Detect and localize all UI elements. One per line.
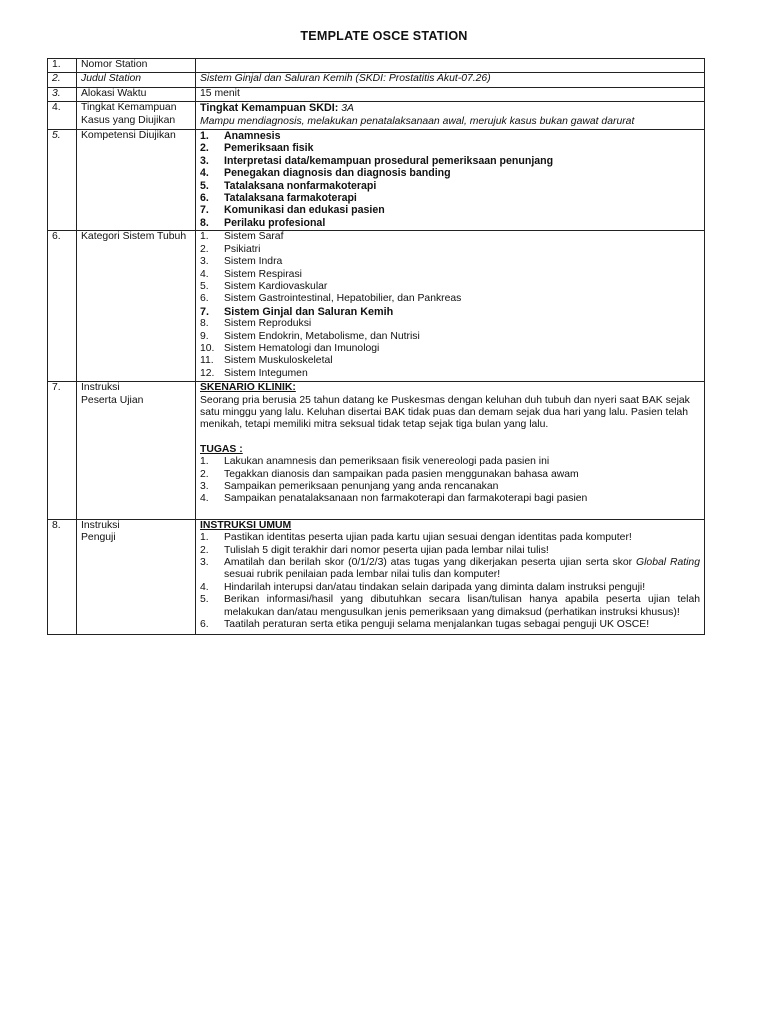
list-item — [200, 192, 700, 204]
list-item — [200, 180, 700, 192]
list-item — [200, 469, 700, 481]
list-item-number: 5. — [200, 280, 209, 292]
row-instruksi-peserta — [48, 382, 705, 520]
list-item-text: Sistem Indra — [224, 256, 283, 268]
list-item-number: 2. — [200, 142, 209, 155]
list-item-number: 12. — [200, 367, 215, 379]
list-item-number: 3. — [200, 154, 209, 167]
list-item-text: Sistem Integumen — [224, 367, 308, 379]
tasks-heading: TUGAS : — [200, 443, 243, 455]
list-item-number: 7. — [200, 305, 210, 318]
row-number: 1. — [48, 59, 77, 73]
row-label: Kompetensi Diujikan — [77, 130, 196, 231]
list-item-text: Sistem Kardiovaskular — [224, 280, 328, 292]
row-label-line: Kasus yang Diujikan — [81, 114, 176, 126]
list-item-text: Sistem Saraf — [224, 231, 284, 243]
list-item — [200, 244, 700, 256]
list-item-number: 8. — [200, 318, 209, 330]
list-item — [200, 142, 700, 154]
list-item: 1. Pastikan identitas peserta ujian pada kartu ujian sesuai dengan identitas pada komputer! — [200, 532, 632, 544]
list-item-number: 4. — [200, 167, 209, 180]
list-item: 3. Amatilah dan berilah skor (0/1/2/3) atas tugas yang dikerjakan peserta ujian serta skor Global Rating sesuai rubrik penilaian pada lembar nilai tulis dan komputer! — [200, 557, 700, 581]
list-item-number: 2. — [200, 243, 209, 255]
row-label — [77, 102, 196, 130]
row-value — [196, 102, 705, 130]
row-number: 2. — [48, 73, 77, 87]
competency-list — [200, 130, 700, 229]
list-item — [200, 256, 700, 268]
list-item: 6. Taatilah peraturan serta etika penguji selama menjalankan tugas sebagai penguji UK OSCE! — [200, 619, 650, 631]
list-item: 2. Tulislah 5 digit terakhir dari nomor peserta ujian pada lembar nilai tulis! — [200, 544, 549, 556]
row-value — [196, 130, 705, 231]
row-label-line: Tingkat Kemampuan — [81, 102, 177, 114]
list-item-text: Anamnesis — [224, 130, 281, 143]
general-instructions-heading: INSTRUKSI UMUM — [200, 519, 292, 531]
list-item-number: 5. — [200, 179, 209, 192]
list-item-number: 3. — [200, 481, 209, 492]
list-item-number: 1. — [200, 231, 209, 243]
list-item — [200, 456, 700, 468]
list-item-text: Penegakan diagnosis dan diagnosis banding — [224, 167, 451, 180]
list-item — [200, 368, 700, 380]
list-item-text: Sistem Respirasi — [224, 268, 302, 280]
row-nomor-station — [48, 59, 705, 73]
list-item-number: 1. — [200, 130, 209, 143]
list-item-number: 4. — [200, 268, 209, 280]
list-item — [200, 355, 700, 367]
scenario-heading: SKENARIO KLINIK: — [200, 382, 296, 394]
list-item-number: 2. — [200, 468, 209, 480]
osce-template-table — [47, 58, 705, 635]
row-number: 3. — [48, 87, 77, 101]
list-item — [200, 293, 700, 305]
row-label — [77, 519, 196, 635]
list-item — [200, 343, 700, 355]
row-value — [196, 231, 705, 382]
row-number: 4. — [48, 102, 77, 130]
row-value — [196, 59, 705, 73]
row-value — [196, 382, 705, 520]
list-item-text: Komunikasi dan edukasi pasien — [224, 204, 385, 217]
row-label — [77, 382, 196, 520]
list-item-text: Lakukan anamnesis dan pemeriksaan fisik venereologi pada pasien ini — [224, 456, 550, 468]
list-item-number: 1. — [200, 456, 209, 468]
row-number: 7. — [48, 382, 77, 520]
list-item-text: Tatalaksana farmakoterapi — [224, 192, 357, 205]
list-item — [200, 167, 700, 179]
list-item-text: Sistem Reproduksi — [224, 318, 312, 330]
row-number: 6. — [48, 231, 77, 382]
row-value — [196, 519, 705, 635]
list-item — [200, 306, 700, 318]
list-item-number: 9. — [200, 330, 209, 342]
list-item — [200, 269, 700, 281]
list-item — [200, 318, 700, 330]
list-item-number: 7. — [200, 204, 209, 217]
list-item-number: 11. — [200, 355, 214, 367]
row-label-line: Penguji — [81, 532, 116, 544]
tasks-list — [200, 456, 700, 506]
row-label-line: Peserta Ujian — [81, 394, 144, 406]
list-item-text: Interpretasi data/kemampuan prosedural pemeriksaan penunjang — [224, 154, 554, 167]
row-label-line: Instruksi — [81, 519, 120, 531]
list-item — [200, 331, 700, 343]
list-item-text: Sistem Ginjal dan Saluran Kemih — [224, 305, 394, 318]
row-kompetensi — [48, 130, 705, 231]
list-item-text: Pemeriksaan fisik — [224, 142, 314, 155]
row-number: 5. — [48, 130, 77, 231]
list-item-number: 10. — [200, 342, 215, 354]
list-item-text: Sistem Hematologi dan Imunologi — [224, 342, 380, 354]
row-judul-station — [48, 73, 705, 87]
row-value: Sistem Ginjal dan Saluran Kemih (SKDI: Prostatitis Akut-07.26) — [196, 73, 705, 87]
list-item-text: Tegakkan dianosis dan sampaikan pada pasien menggunakan bahasa awam — [224, 468, 579, 480]
row-label-line: Instruksi — [81, 382, 120, 394]
list-item-text: Sistem Endokrin, Metabolisme, dan Nutrisi — [224, 330, 420, 342]
body-system-list — [200, 231, 700, 380]
list-item — [200, 481, 700, 493]
row-label: Kategori Sistem Tubuh — [77, 231, 196, 382]
row-kategori-sistem — [48, 231, 705, 382]
list-item-text: Sistem Gastrointestinal, Hepatobilier, dan Pankreas — [224, 293, 462, 305]
list-item-number: 6. — [200, 192, 209, 205]
row-tingkat-kemampuan — [48, 102, 705, 130]
skdi-description: Mampu mendiagnosis, melakukan penatalaksanaan awal, merujuk kasus bukan gawat darurat — [200, 115, 635, 127]
list-item — [200, 130, 700, 142]
list-item — [200, 493, 700, 505]
row-label: Judul Station — [77, 73, 196, 87]
skdi-heading: Tingkat Kemampuan SKDI: — [200, 102, 339, 115]
list-item: 4. Hindarilah interupsi dan/atau tindakan selain daripada yang diminta dalam instruksi penguji! — [200, 581, 646, 593]
list-item-number: 3. — [200, 256, 209, 268]
row-number: 8. — [48, 519, 77, 635]
list-item-text: Sampaikan penatalaksanaan non farmakoterapi dan farmakoterapi bagi pasien — [224, 493, 588, 505]
list-item: 5. Berikan informasi/hasil yang dibutuhkan secara lisan/tulisan hanya apabila peserta ujian telah melakukan dan/atau mengusulkan jenis pemeriksaan yang dimaksud (perhatikan instruksi khusus)! — [200, 594, 700, 618]
list-item-text: Sistem Muskuloskeletal — [224, 355, 333, 367]
document-title: TEMPLATE OSCE STATION — [300, 29, 468, 43]
list-item-text: Psikiatri — [224, 243, 261, 255]
global-rating-term: Global Rating — [636, 557, 700, 569]
list-item — [200, 204, 700, 216]
list-item-number: 8. — [200, 216, 209, 229]
list-item-text: Sampaikan pemeriksaan penunjang yang anda rencanakan — [224, 481, 499, 492]
list-item-number: 6. — [200, 293, 209, 305]
list-item-text: Tatalaksana nonfarmakoterapi — [224, 179, 377, 192]
list-item — [200, 155, 700, 167]
list-item-number: 4. — [200, 493, 209, 505]
scenario-text: Seorang pria berusia 25 tahun datang ke Puskesmas dengan keluhan duh tubuh dan nyeri saat BAK sejak satu minggu yang lalu. Keluhan disertai BAK tidak puas dan demam sejak dua hari yang lalu. Pasien telah menikah, tetapi memiliki mitra seksual tidak tetap sejak tiga bulan yang lalu. — [200, 394, 690, 431]
list-item — [200, 231, 700, 243]
list-item-text: Perilaku profesional — [224, 216, 326, 229]
skdi-level: 3A — [341, 103, 354, 115]
list-item — [200, 281, 700, 293]
row-instruksi-penguji — [48, 519, 705, 635]
row-label: Alokasi Waktu — [77, 87, 196, 101]
row-label: Nomor Station — [77, 59, 196, 73]
row-value: 15 menit — [196, 87, 705, 101]
row-alokasi-waktu — [48, 87, 705, 101]
examiner-instructions-list — [200, 532, 700, 631]
list-item — [200, 217, 700, 229]
